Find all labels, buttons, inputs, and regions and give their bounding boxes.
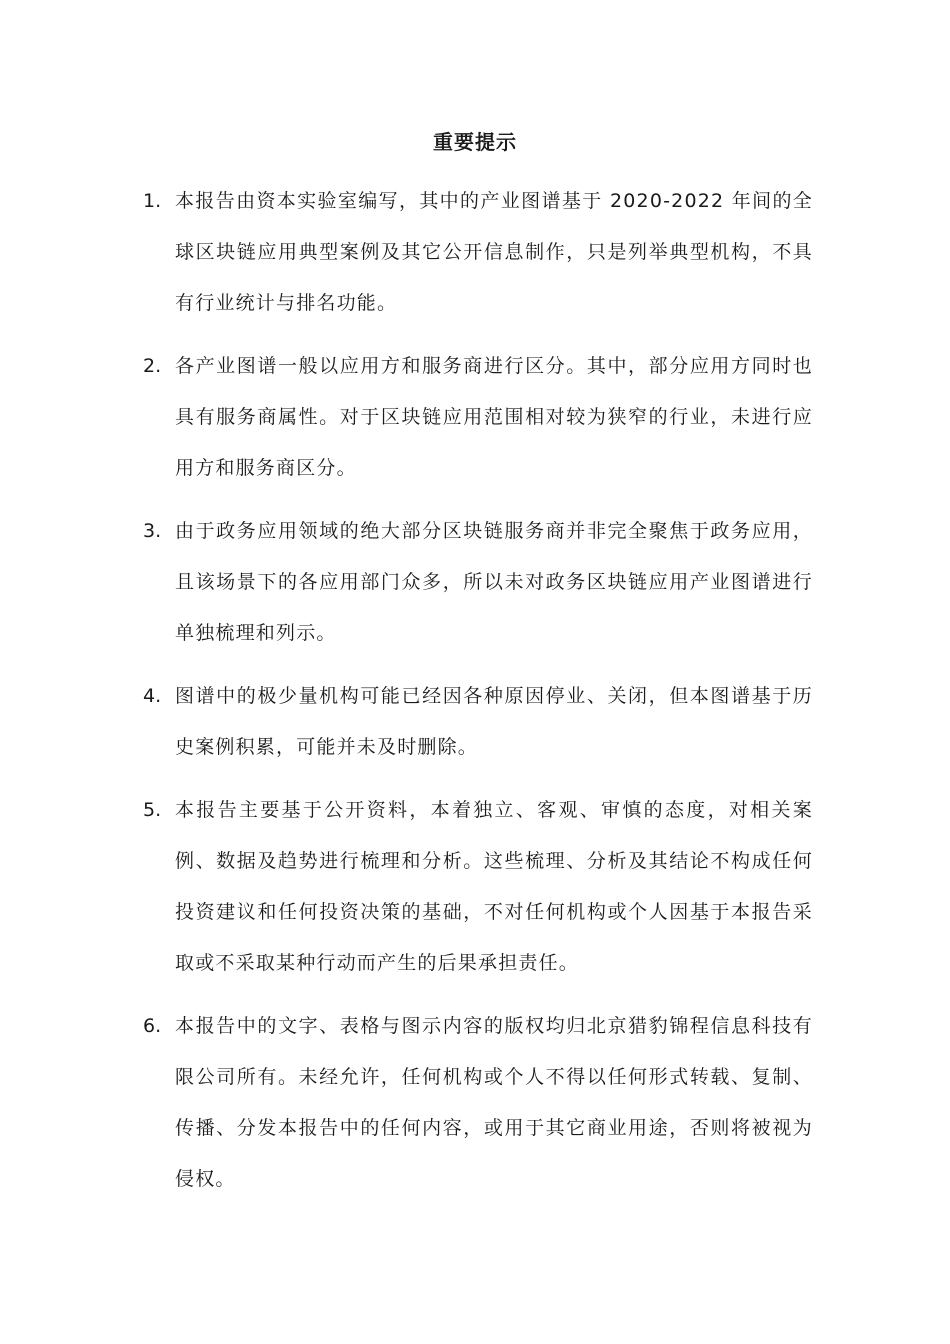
notice-number: 5. bbox=[143, 799, 162, 821]
notice-list bbox=[143, 176, 813, 1217]
notice-item bbox=[143, 176, 813, 329]
notice-number: 6. bbox=[143, 1015, 162, 1037]
notice-number: 2. bbox=[143, 355, 162, 377]
notice-text: 本报告主要基于公开资料，本着独立、客观、审慎的态度，对相关案例、数据及趋势进行梳理和分析。这些梳理、分析及其结论不构成任何投资建议和任何投资决策的基础，不对任何机构或个人因基于本报告采取或不采取某种行动而产生的后果承担责任。 bbox=[175, 799, 813, 974]
notice-item bbox=[143, 785, 813, 989]
notice-text: 本报告由资本实验室编写，其中的产业图谱基于 2020-2022 年间的全球区块链应用典型案例及其它公开信息制作，只是列举典型机构，不具有行业统计与排名功能。 bbox=[175, 190, 813, 314]
notice-number: 4. bbox=[143, 685, 162, 707]
notice-text: 图谱中的极少量机构可能已经因各种原因停业、关闭，但本图谱基于历史案例积累，可能并未及时删除。 bbox=[175, 685, 813, 758]
notice-item bbox=[143, 671, 813, 773]
notice-text: 各产业图谱一般以应用方和服务商进行区分。其中，部分应用方同时也具有服务商属性。对于区块链应用范围相对较为狭窄的行业，未进行应用方和服务商区分。 bbox=[175, 355, 813, 479]
notice-item bbox=[143, 506, 813, 659]
notice-text: 由于政务应用领域的绝大部分区块链服务商并非完全聚焦于政务应用，且该场景下的各应用部门众多，所以未对政务区块链应用产业图谱进行单独梳理和列示。 bbox=[175, 520, 813, 644]
notice-item bbox=[143, 1001, 813, 1205]
notice-text: 本报告中的文字、表格与图示内容的版权均归北京猎豹锦程信息科技有限公司所有。未经允许，任何机构或个人不得以任何形式转载、复制、传播、分发本报告中的任何内容，或用于其它商业用途，否则将被视为侵权。 bbox=[175, 1015, 813, 1190]
notice-number: 3. bbox=[143, 520, 162, 542]
notice-number: 1. bbox=[143, 190, 162, 212]
notice-item bbox=[143, 341, 813, 494]
page-title: 重要提示 bbox=[433, 130, 517, 154]
